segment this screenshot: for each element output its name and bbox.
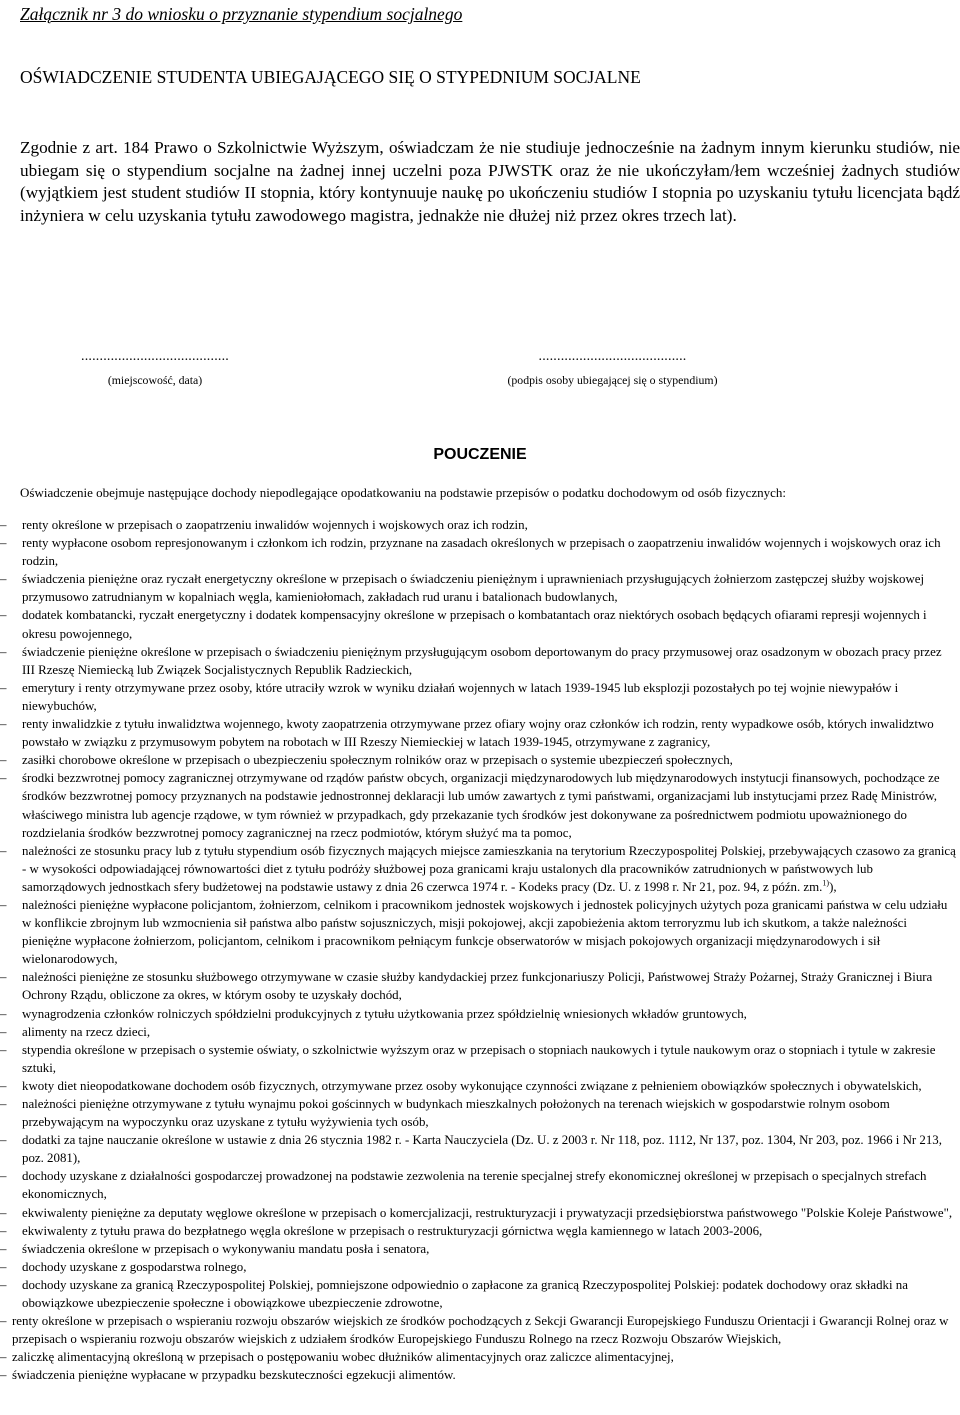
list-item-text: dodatek kombatancki, ryczałt energetyczny i dodatek kompensacyjny określone w przepisach o kombatantach oraz niektórych osobach będących ofiarami represji wojennych i okresu powojennego, <box>22 608 927 641</box>
list-item <box>0 643 960 679</box>
list-item-text: emerytury i renty otrzymywane przez osoby, które utraciły wzrok w wyniku działań wojennych w latach 1939-1945 lub eksplozji pozostałych po tej wojnie niewypałów i niewybuchów, <box>22 680 899 713</box>
list-item <box>0 570 960 606</box>
list-item-text: renty wypłacone osobom represjonowanym i członkom ich rodzin, przyznane na zasadach określonych w przepisach o zaopatrzeniu inwalidów wojennych i wojskowych oraz ich rodzin, <box>22 536 941 569</box>
pouczenie-heading: POUCZENIE <box>433 446 527 463</box>
list-item <box>0 1258 960 1276</box>
dash-bullet: – <box>0 1350 7 1365</box>
list-item <box>0 968 960 1004</box>
list-item <box>0 1276 960 1312</box>
dash-bullet: – <box>0 1097 7 1111</box>
dash-bullet: – <box>0 518 7 532</box>
attachment-label: Załącznik nr 3 do wniosku o przyznanie stypendium socjalnego <box>20 4 463 24</box>
list-item-text: świadczenie pieniężne określone w przepisach o świadczeniu pieniężnym przysługującym osobom deportowanym do pracy przymusowej oraz osadzonym w obozach pracy przez III Rzeszę Niemiecką lub Związek Socjalistycznych Republik Radzieckich, <box>22 644 942 677</box>
list-item <box>0 1348 960 1366</box>
list-item-text: należności pieniężne wypłacone policjantom, żołnierzom, celnikom i pracownikom jednostek wojskowych i jednostek policyjnych użytych poza granicami państwa w celu udziału w konflikcie zbrojnym lub wzmocnienia sił państwa albo państw sojuszniczych, misji pokojowej, akcji zapobieżenia aktom terroryzmu lub ich skutkom, a także należności pieniężne wypłacone żołnierzom, policjantom, celnikom i pracownikom pełniącym funkcje obserwatorów w misjach pokojowych organizacji międzynarodowych i sił wielonarodowych, <box>22 897 948 967</box>
dash-bullet: – <box>0 680 7 695</box>
list-item-text: należności pieniężne otrzymywane z tytułu wynajmu pokoi gościnnych w budynkach mieszkalnych położonych na terenach wiejskich w gospodarstwie rolnym osobom przebywającym na wypoczynku oraz uzyskane z tytułu wyżywienia tych osób, <box>22 1097 890 1130</box>
list-item <box>0 1041 960 1077</box>
list-item-text: zaliczkę alimentacyjną określoną w przepisach o postępowaniu wobec dłużników alimentacyjnych oraz zaliczce alimentacyjnej, <box>12 1350 674 1365</box>
dash-bullet: – <box>0 1078 7 1093</box>
list-item <box>0 1077 960 1095</box>
dash-bullet: – <box>0 1223 7 1238</box>
document-title: OŚWIADCZENIE STUDENTA UBIEGAJĄCEGO SIĘ O STYPEDNIUM SOCJALNE <box>20 67 641 87</box>
list-item <box>0 1240 960 1258</box>
dash-bullet: – <box>0 1314 7 1329</box>
dash-bullet: – <box>0 536 7 551</box>
list-item <box>0 1095 960 1131</box>
dash-bullet: – <box>0 1368 7 1383</box>
dash-bullet: – <box>0 608 7 623</box>
list-item-text: kwoty diet nieopodatkowane dochodem osób fizycznych, otrzymywane przez osoby wykonujące czynności związane z pełnieniem obowiązków społecznych i obywatelskich, <box>22 1078 922 1093</box>
list-item <box>0 1204 960 1222</box>
list-item-text: dochody uzyskane z gospodarstwa rolnego, <box>22 1259 247 1274</box>
list-item-text: świadczenia pieniężne oraz ryczałt energetyczny określone w przepisach o świadczeniu pieniężnym i uprawnieniach przysługujących żołnierzom zastępczej służby wojskowej przymusowo zatrudnianym w kopalniach węgla, kamieniołomach, zakładach rud uranu i batalionach budowlanych, <box>22 572 925 605</box>
list-item-text: stypendia określone w przepisach o systemie oświaty, o szkolnictwie wyższym oraz w przepisach o stopniach naukowych i tytule naukowym oraz o stopniach i tytule w zakresie sztuki, <box>22 1042 936 1075</box>
list-item-text: środki bezzwrotnej pomocy zagranicznej otrzymywane od rządów państw obcych, organizacji międzynarodowych lub międzynarodowych instytucji finansowych, pochodzące ze środków bezzwrotnej pomocy przyznanych na podstawie jednostronnej deklaracji lub umów zawartych z tymi państwami, organizacjami lub instytucjami przez Radę Ministrów, właściwego ministra lub agencje rządowe, w tym również w przypadkach, gdy przekazanie tych środków jest dokonywane za pośrednictwem podmiotu upoważnionego do rozdzielania środków bezzwrotnej pomocy zagranicznej na rzecz podmiotów, którym służyć ma ta pomoc, <box>22 771 940 840</box>
list-item-text: renty określone w przepisach o zaopatrzeniu inwalidów wojennych i wojskowych oraz ich rodzin, <box>22 518 528 532</box>
income-list <box>0 516 960 1385</box>
footnote-ref: 1) <box>822 878 830 888</box>
list-item-text: dochody uzyskane za granicą Rzeczypospolitej Polskiej, pomniejszone odpowiednio o zapłacone za granicą Rzeczypospolitej Polskiej: podatek dochodowy oraz składki na obowiązkowe ubezpieczenie społeczne i obowiązkowe ubezpieczenie zdrowotne, <box>22 1277 908 1311</box>
dash-bullet: – <box>0 771 7 786</box>
list-item-text: ekwiwalenty pieniężne za deputaty węglowe określone w przepisach o komercjalizacji, restrukturyzacji i prywatyzacji przedsiębiorstwa państwowego "Polskie Koleje Państwowe", <box>22 1205 953 1220</box>
list-item-text: ekwiwalenty z tytułu prawa do bezpłatnego węgla określone w przepisach o restrukturyzacji górnictwa węgla kamiennego w latach 2003-2006, <box>22 1223 763 1238</box>
dash-bullet: – <box>0 753 7 768</box>
list-item <box>0 1131 960 1167</box>
dash-bullet: – <box>0 644 7 659</box>
dash-bullet: – <box>0 1006 7 1021</box>
list-item <box>0 534 960 570</box>
signature-applicant <box>470 349 755 389</box>
list-item-text: wynagrodzenia członków rolniczych spółdzielni produkcyjnych z tytułu użytkowania przez spółdzielnię wniesionych wkładów gruntowych, <box>22 1006 747 1021</box>
list-item <box>0 679 960 715</box>
list-item-text: należności pieniężne ze stosunku służbowego otrzymywane w czasie służby kandydackiej przez funkcjonariuszy Policji, Państwowej Straży Pożarnej, Straży Granicznej i Biura Ochrony Rządu, obliczone za okres, w którym osoby te uzyskały dochód, <box>22 970 933 1003</box>
dash-bullet: – <box>0 1205 7 1220</box>
list-item <box>0 1222 960 1240</box>
list-item <box>0 896 960 968</box>
applicant-signature-dotted-line: ........................................ <box>538 349 687 364</box>
place-date-label: (miejscowość, data) <box>107 373 203 387</box>
list-item-tail: ), <box>829 879 837 894</box>
list-item-text: świadczenia określone w przepisach o wykonywaniu mandatu posła i senatora, <box>22 1241 430 1256</box>
list-item-text: alimenty na rzecz dzieci, <box>22 1024 151 1039</box>
list-item <box>0 1005 960 1023</box>
list-item-text: dodatki za tajne nauczanie określone w ustawie z dnia 26 stycznia 1982 r. - Karta Nauczyciela (Dz. U. z 2003 r. Nr 118, poz. 1112, Nr 137, poz. 1304, Nr 203, poz. 1966 i Nr 213, poz. 2081), <box>22 1133 942 1166</box>
list-item-text: zasiłki chorobowe określone w przepisach o ubezpieczeniu społecznym rolników oraz w przepisach o systemie ubezpieczeń społecznych, <box>22 753 733 768</box>
applicant-signature-label: (podpis osoby ubiegającej się o stypendium) <box>507 373 718 387</box>
dash-bullet: – <box>0 1024 7 1039</box>
declaration-paragraph: Zgodnie z art. 184 Prawo o Szkolnictwie Wyższym, oświadczam że nie studiuje jednocześnie na żadnym innym kierunku studiów, nie ubiegam się o stypendium socjalne na żadnej innej uczelni poza PJWSTK oraz że nie ukończyłam/łem wcześniej żadnych studiów (wyjątkiem jest student studiów II stopnia, który kontynuuje naukę po ukończeniu studiów I stopnia po uzyskaniu tytułu licencjata bądź inżyniera w celu uzyskania tytułu zawodowego magistra, jednakże nie dłużej niż przez okres trzech lat). <box>20 138 960 225</box>
list-item <box>0 715 960 751</box>
list-item <box>0 842 960 896</box>
dash-bullet: – <box>0 1259 7 1274</box>
dash-bullet: – <box>0 1241 7 1256</box>
list-item <box>0 1167 960 1203</box>
list-item-text: renty inwalidzkie z tytułu inwalidztwa wojennego, kwoty zaopatrzenia otrzymywane przez ofiary wojny oraz członków ich rodzin, renty wypadkowe osób, których inwalidztwo powstało w związku z przymusowym pobytem na robotach w III Rzeszy Niemieckiej w latach 1939-1945, otrzymywane z zagranicy, <box>22 717 934 750</box>
dash-bullet: – <box>0 1169 7 1184</box>
list-item-text: należności ze stosunku pracy lub z tytułu stypendium osób fizycznych mających miejsce zamieszkania na terytorium Rzeczypospolitej Polskiej, przebywających czasowo za granicą - w wysokości odpowiadającej równowartości diet z tytułu podróży służbowej poza granicami kraju ustalonych dla pracowników zatrudnionych w państwowych lub samorządowych jednostkach sfery budżetowej na podstawie ustawy z dnia 26 czerwca 1974 r. - Kodeks pracy (Dz. U. z 1998 r. Nr 21, poz. 94, z późn. zm. <box>22 843 956 894</box>
dash-bullet: – <box>0 843 7 858</box>
dash-bullet: – <box>0 970 7 985</box>
dash-bullet: – <box>0 1133 7 1148</box>
pouczenie-intro: Oświadczenie obejmuje następujące dochody niepodlegające opodatkowaniu na podstawie przepisów o podatku dochodowym od osób fizycznych: <box>20 485 787 500</box>
list-item-text: dochody uzyskane z działalności gospodarczej prowadzonej na podstawie zezwolenia na terenie specjalnej strefy ekonomicznej określonej w przepisach o specjalnych strefach ekonomicznych, <box>22 1169 927 1202</box>
dash-bullet: – <box>0 1042 7 1057</box>
list-item <box>0 516 960 534</box>
place-date-dotted-line: ........................................ <box>81 349 229 364</box>
dash-bullet: – <box>0 717 7 732</box>
dash-bullet: – <box>0 897 7 912</box>
list-item <box>0 1312 960 1348</box>
list-item <box>0 1023 960 1041</box>
dash-bullet: – <box>0 572 7 587</box>
list-item <box>0 751 960 769</box>
signature-place-date <box>80 349 230 389</box>
dash-bullet: – <box>0 1277 7 1292</box>
list-item-text: renty określone w przepisach o wspieraniu rozwoju obszarów wiejskich ze środków pochodzących z Sekcji Gwarancji Europejskiego Funduszu Orientacji i Gwarancji Rolnej oraz w przepisach o wspieraniu rozwoju obszarów wiejskich z udziałem środków Europejskiego Funduszu Rolnego na rzecz Rozwoju Obszarów Wiejskich, <box>12 1314 949 1347</box>
list-item <box>0 606 960 642</box>
list-item <box>0 769 960 841</box>
list-item-text: świadczenia pieniężne wypłacane w przypadku bezskuteczności egzekucji alimentów. <box>12 1368 456 1383</box>
list-item <box>0 1366 960 1384</box>
